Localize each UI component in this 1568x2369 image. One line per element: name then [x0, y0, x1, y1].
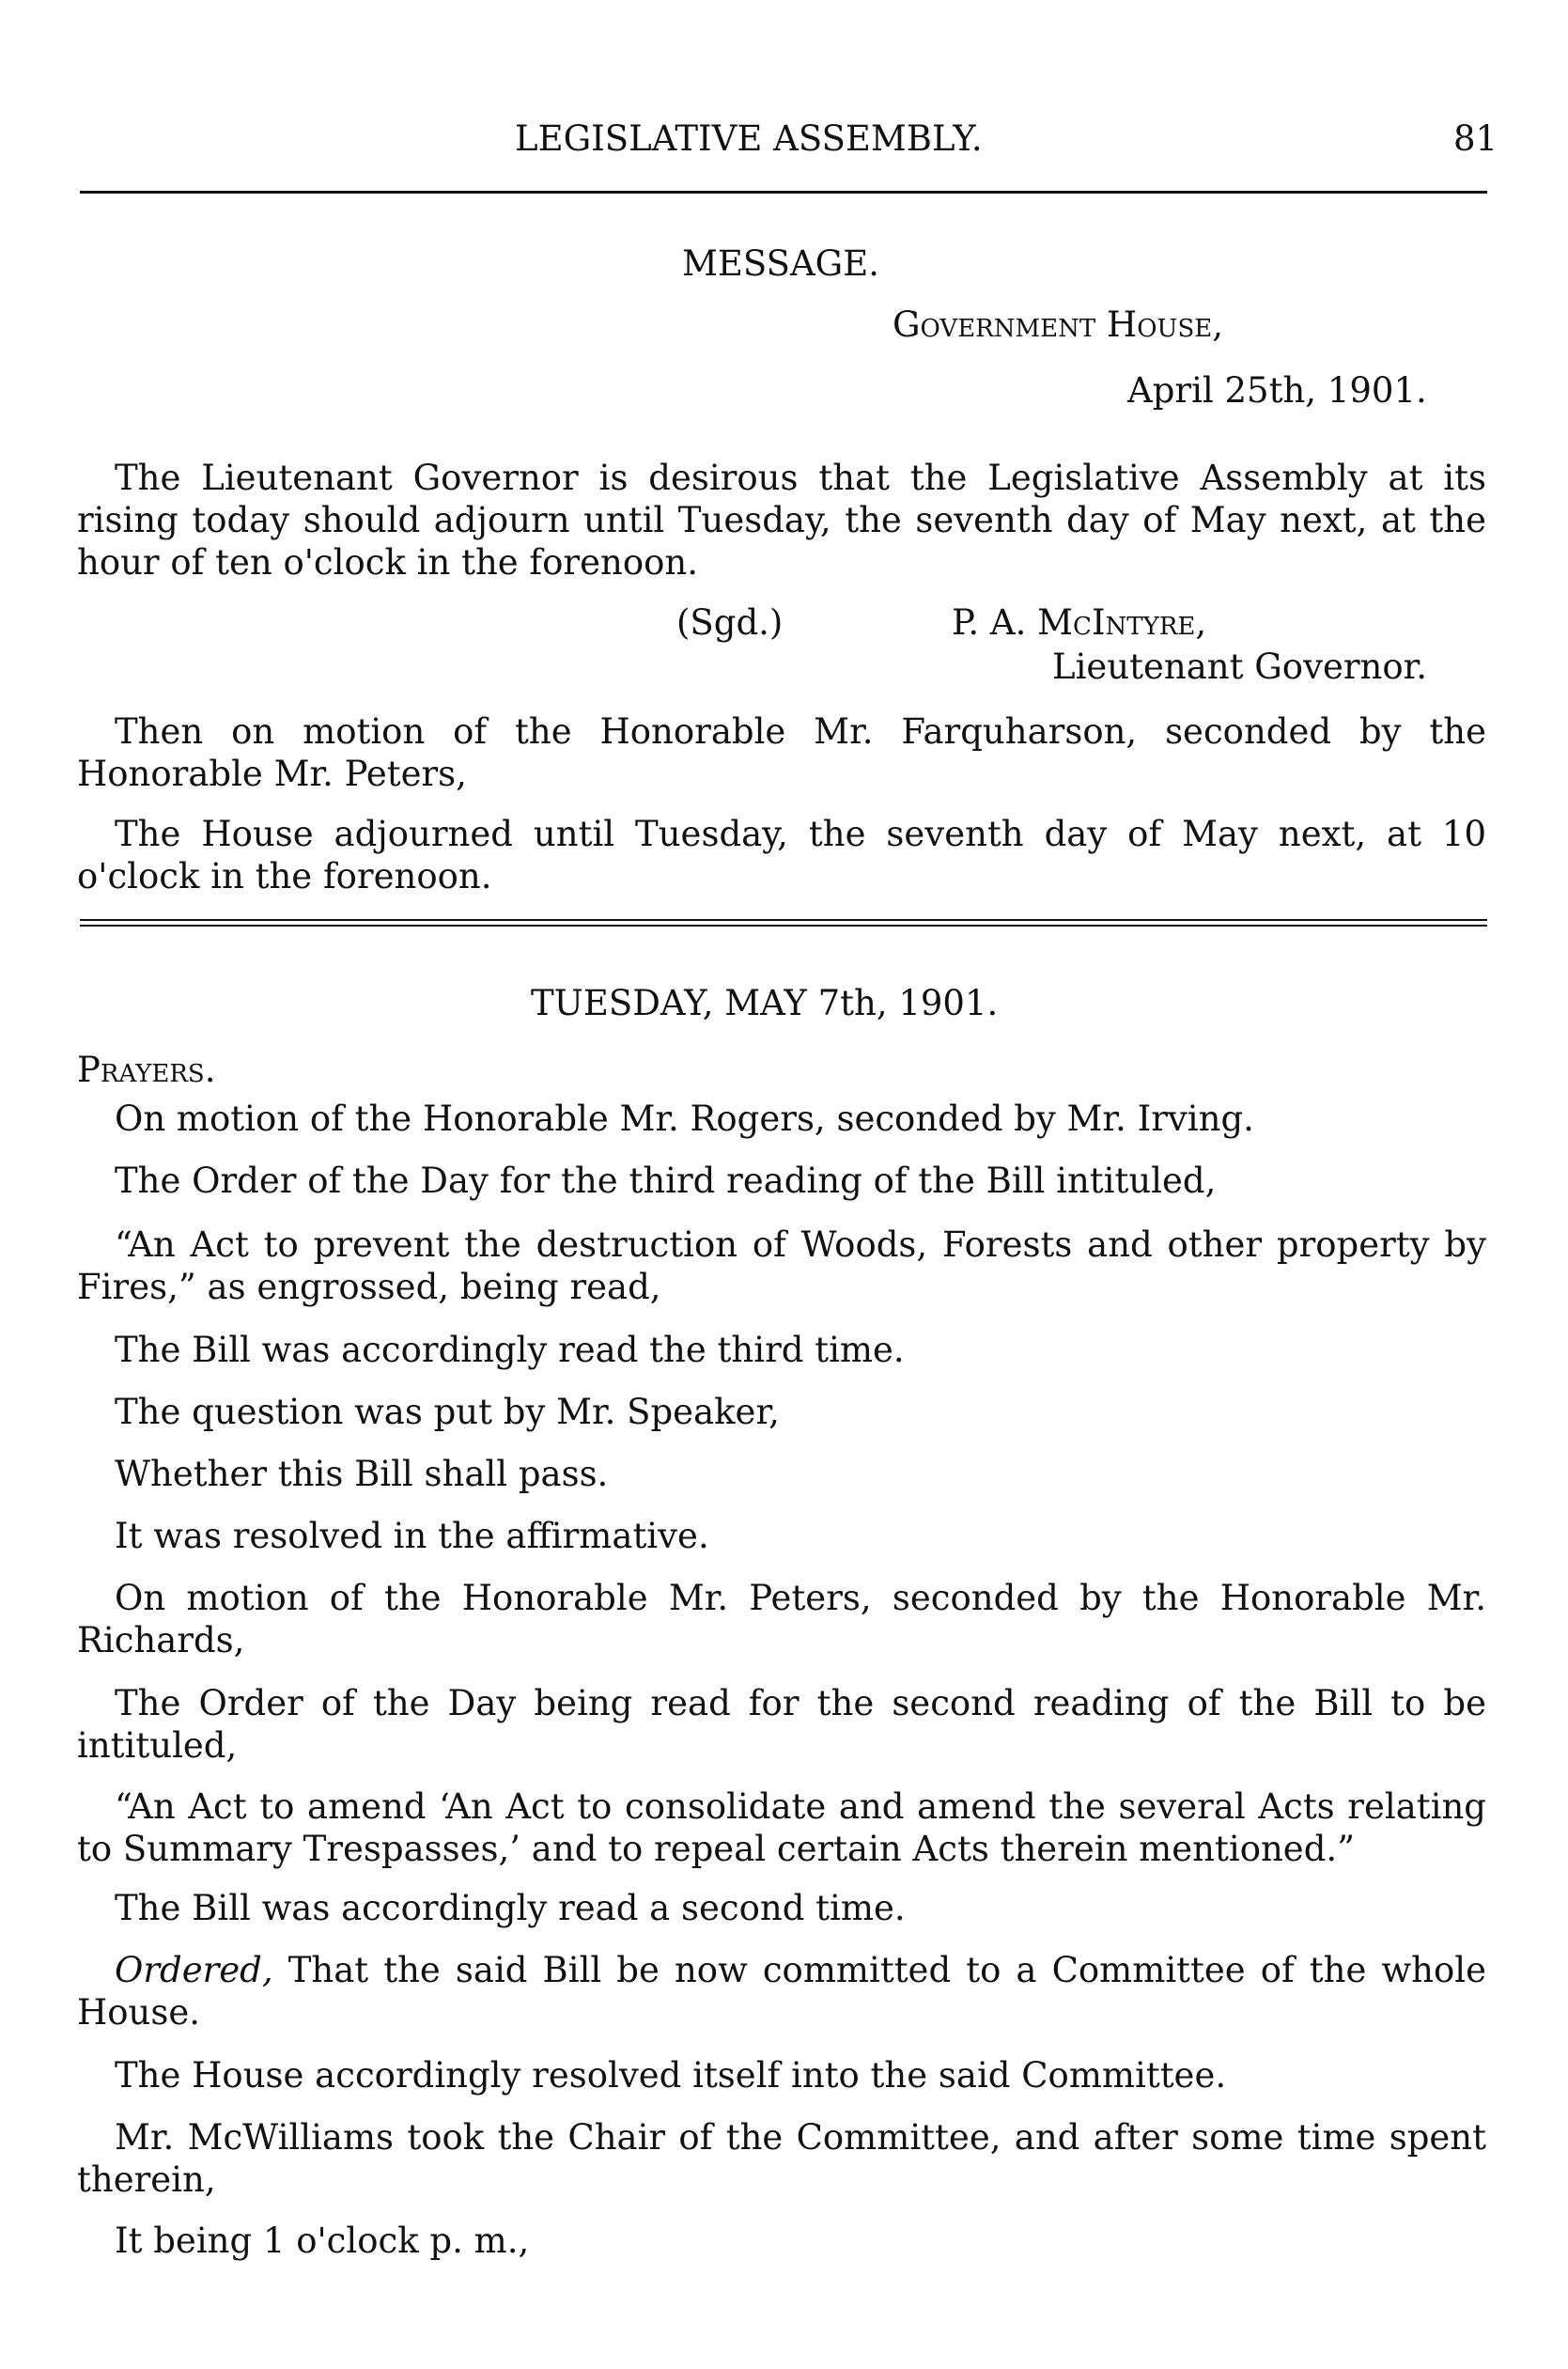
paragraph-ordered	[77, 1949, 1486, 2034]
ordered-word: Ordered,	[115, 1950, 273, 1990]
signed-marker: (Sgd.)	[676, 602, 784, 643]
signatory-title: Lieutenant Governor.	[1052, 647, 1428, 687]
adjournment-result: The House adjourned until Tuesday, the seventh day of May next, at 10 o'clock in the forenoon.	[77, 814, 1486, 896]
prayers-label: Prayers.	[77, 1050, 216, 1090]
paragraph-question-put: The question was put by Mr. Speaker,	[115, 1392, 780, 1432]
paragraph-whether-pass: Whether this Bill shall pass.	[115, 1454, 609, 1494]
paragraph-trespasses-act-title: “An Act to amend ‘An Act to consolidate and amend the several Acts relating to Summary Trespasses,’ and to repeal certain Acts therein mentioned.”	[77, 1786, 1486, 1869]
message-heading: MESSAGE.	[682, 243, 879, 284]
paragraph-mcwilliams-chair: Mr. McWilliams took the Chair of the Committee, and after some time spent therein,	[77, 2117, 1486, 2200]
sitting-heading: TUESDAY, MAY 7th, 1901.	[531, 983, 999, 1023]
message-date: April 25th, 1901.	[1127, 370, 1427, 411]
paragraph-resolved: It was resolved in the affirmative.	[115, 1516, 709, 1556]
paragraph-fires-act-title: “An Act to prevent the destruction of Woods, Forests and other property by Fires,” as engrossed, being read,	[77, 1224, 1486, 1307]
message-place: Government House,	[893, 304, 1223, 345]
paragraph-second-reading-order: The Order of the Day being read for the second reading of the Bill to be intituled,	[77, 1683, 1486, 1766]
paragraph-committee-resolved: The House accordingly resolved itself into the said Committee.	[115, 2055, 1227, 2096]
paragraph-one-oclock: It being 1 o'clock p. m.,	[115, 2221, 530, 2261]
paragraph-rogers-motion: On motion of the Honorable Mr. Rogers, seconded by Mr. Irving.	[115, 1099, 1254, 1139]
header-rule	[80, 191, 1487, 194]
section-divider	[80, 919, 1487, 927]
paragraph-third-reading-order: The Order of the Day for the third reading of the Bill intituled,	[115, 1161, 1217, 1201]
running-title: LEGISLATIVE ASSEMBLY.	[515, 118, 983, 159]
message-body: The Lieutenant Governor is desirous that the Legislative Assembly at its rising today should adjourn until Tuesday, the seventh day of May next, at the hour of ten o'clock in the forenoon.	[77, 458, 1486, 583]
page-number: 81	[1453, 118, 1498, 159]
paragraph-third-reading: The Bill was accordingly read the third time.	[115, 1330, 905, 1370]
signatory-name: P. A. McIntyre,	[952, 602, 1207, 643]
paragraph-second-reading: The Bill was accordingly read a second time.	[115, 1888, 906, 1928]
adjournment-motion: Then on motion of the Honorable Mr. Farquharson, seconded by the Honorable Mr. Peters,	[77, 711, 1486, 794]
ordered-text: That the said Bill be now committed to a Committee of the whole House.	[77, 1950, 1486, 2033]
paragraph-peters-motion: On motion of the Honorable Mr. Peters, seconded by the Honorable Mr. Richards,	[77, 1578, 1486, 1660]
